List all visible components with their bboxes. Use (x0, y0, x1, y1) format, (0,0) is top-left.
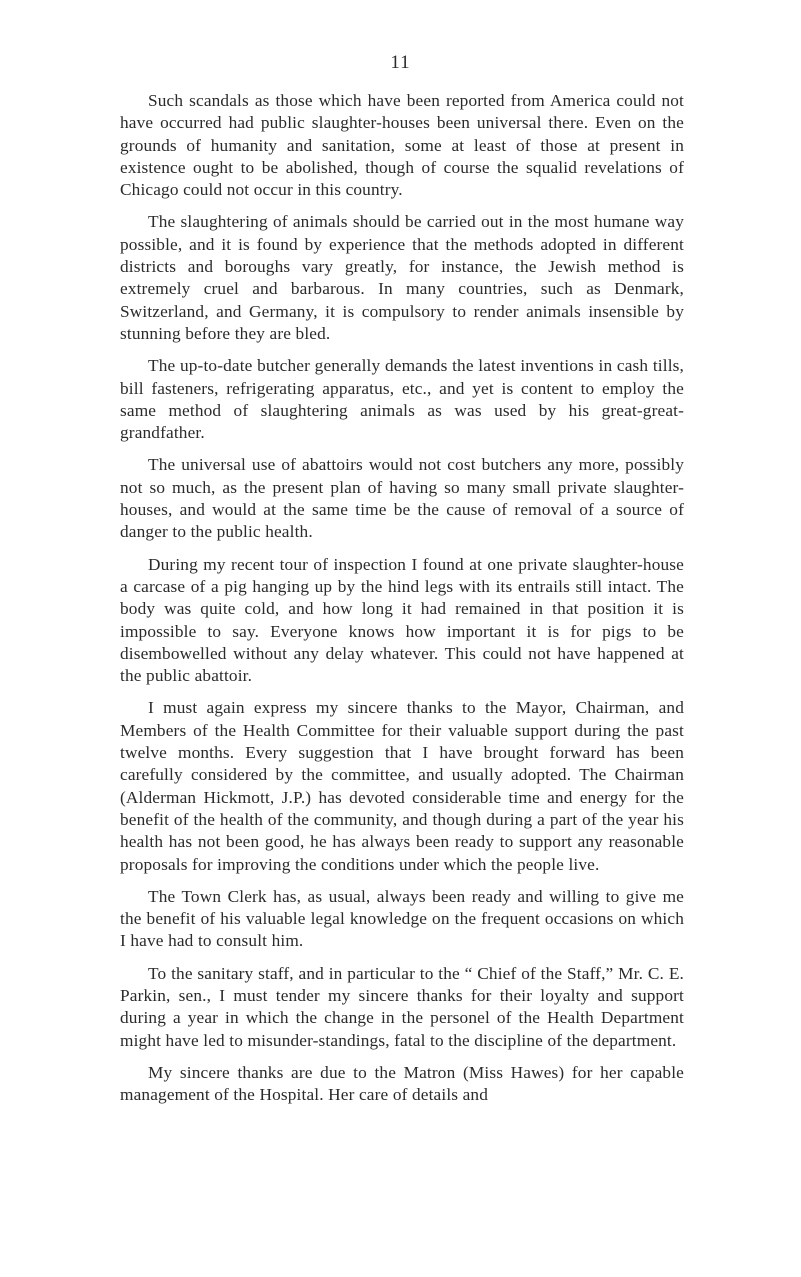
paragraph: My sincere thanks are due to the Matron (Miss Hawes) for her capable management of the Hospital. Her care of details and (120, 1062, 684, 1105)
paragraph: The universal use of abattoirs would not cost butchers any more, possibly not so much, as the present plan of having so many small private slaughter-houses, and would at the same time be the cause of removal of a source of danger to the public health. (120, 455, 684, 542)
paragraph: Such scandals as those which have been reported from America could not have occurred had public slaughter-houses been universal there. Even on the grounds of humanity and sanitation, some at least of those at present in existence ought to be abolished, though of course the squalid revelations of Chicago could not occur in this country. (120, 91, 684, 200)
page-number: 11 (390, 52, 411, 73)
paragraph: The up-to-date butcher generally demands the latest inventions in cash tills, bill fasteners, refrigerating apparatus, etc., and yet is content to employ the same method of slaughtering animals as was used by his great-great-grandfather. (120, 356, 684, 443)
paragraph: To the sanitary staff, and in particular to the “ Chief of the Staff,” Mr. C. E. Parkin, sen., I must tender my sincere thanks for their loyalty and support during a year in which the change in the personel of the Health Department might have led to misunder-standings, fatal to the discipline of the department. (120, 963, 684, 1050)
paragraph: The Town Clerk has, as usual, always been ready and willing to give me the benefit of his valuable legal knowledge on the frequent occasions on which I have had to consult him. (120, 886, 684, 951)
paragraph: I must again express my sincere thanks to the Mayor, Chairman, and Members of the Health Committee for their valuable support during the past twelve months. Every suggestion that I have brought forward has been carefully considered by the committee, and usually adopted. The Chairman (Alderman Hickmott, J.P.) has devoted considerable time and energy for the benefit of the health of the community, and though during a part of the year his health has not been good, he has always been ready to support any reasonable proposals for improving the conditions under which the people live. (120, 698, 684, 874)
body-text (120, 90, 684, 1116)
paragraph: During my recent tour of inspection I found at one private slaughter-house a carcase of a pig hanging up by the hind legs with its entrails still intact. The body was quite cold, and how long it had remained in that position it is impossible to say. Everyone knows how important it is for pigs to be disembowelled without any delay whatever. This could not have happened at the public abattoir. (120, 554, 684, 686)
paragraph: The slaughtering of animals should be carried out in the most humane way possible, and it is found by experience that the methods adopted in different districts and boroughs vary greatly, for instance, the Jewish method is extremely cruel and barbarous. In many countries, such as Denmark, Switzerland, and Germany, it is compulsory to render animals insensible by stunning before they are bled. (120, 212, 684, 343)
